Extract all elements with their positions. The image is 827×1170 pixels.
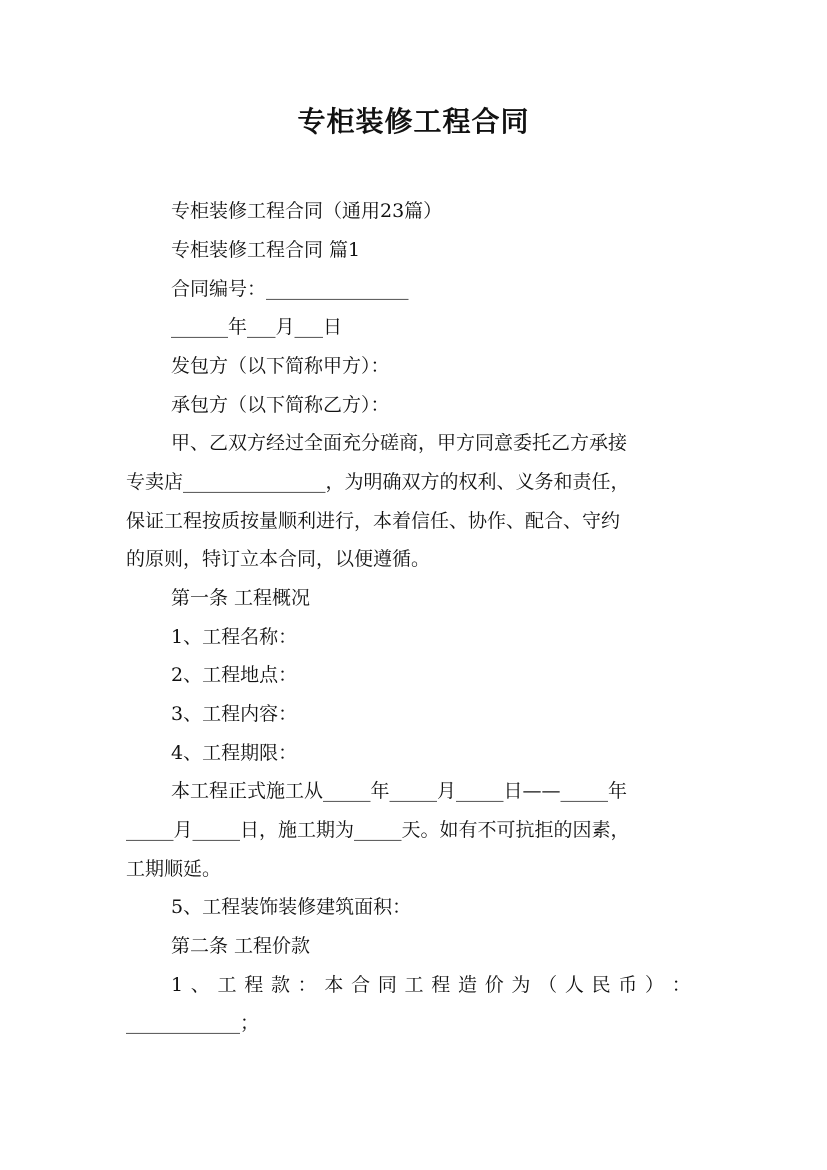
spaced-char: （ bbox=[538, 974, 558, 996]
paragraph-line: 本工程正式施工从_____年_____月_____日——_____年 bbox=[171, 780, 628, 802]
spaced-char: 人 bbox=[564, 974, 584, 996]
list-item: 5、工程装饰装修建筑面积： bbox=[171, 896, 412, 918]
subtitle-line: 专柜装修工程合同（通用23篇） bbox=[171, 200, 443, 222]
section-heading: 专柜装修工程合同 篇1 bbox=[171, 239, 361, 261]
contract-number-line: 合同编号：_______________ bbox=[171, 278, 409, 300]
spaced-paragraph-line bbox=[171, 970, 691, 1000]
paragraph-line: _____月_____日，施工期为_____天。如有不可抗拒的因素， bbox=[126, 819, 630, 841]
date-line: ______年___月___日 bbox=[171, 316, 343, 338]
list-item: 3、工程内容： bbox=[171, 703, 298, 725]
spaced-char: ） bbox=[645, 974, 665, 996]
article-heading: 第一条 工程概况 bbox=[171, 587, 311, 609]
spaced-char: 工 bbox=[217, 974, 237, 996]
party-b-line: 承包方（以下简称乙方）： bbox=[171, 394, 390, 416]
spaced-char: 、 bbox=[190, 974, 210, 996]
paragraph-line: 的原则，特订立本合同，以便遵循。 bbox=[126, 548, 431, 570]
spaced-char: ： bbox=[297, 974, 317, 996]
spaced-char: 造 bbox=[457, 974, 477, 996]
spaced-char: 1 bbox=[171, 974, 184, 996]
paragraph-line: 保证工程按质按量顺利进行，本着信任、协作、配合、守约 bbox=[126, 510, 621, 532]
spaced-char: 币 bbox=[618, 974, 638, 996]
list-item: 1、工程名称： bbox=[171, 626, 298, 648]
spaced-char: ： bbox=[671, 974, 691, 996]
paragraph-line: ____________； bbox=[126, 1012, 260, 1034]
list-item: 2、工程地点： bbox=[171, 664, 298, 686]
spaced-char: 价 bbox=[484, 974, 504, 996]
spaced-char: 程 bbox=[431, 974, 451, 996]
spaced-char: 程 bbox=[244, 974, 264, 996]
spaced-char: 为 bbox=[511, 974, 531, 996]
list-item: 4、工程期限： bbox=[171, 742, 298, 764]
paragraph-line: 工期顺延。 bbox=[126, 858, 222, 880]
article-heading: 第二条 工程价款 bbox=[171, 935, 311, 957]
spaced-char: 工 bbox=[404, 974, 424, 996]
spaced-char: 民 bbox=[591, 974, 611, 996]
paragraph-line: 甲、乙双方经过全面充分磋商，甲方同意委托乙方承接 bbox=[171, 432, 628, 454]
spaced-char: 同 bbox=[377, 974, 397, 996]
paragraph-line: 专卖店_______________，为明确双方的权利、义务和责任， bbox=[126, 471, 630, 493]
document-title: 专柜装修工程合同 bbox=[297, 105, 530, 138]
spaced-char: 本 bbox=[324, 974, 344, 996]
spaced-char: 款 bbox=[270, 974, 290, 996]
party-a-line: 发包方（以下简称甲方）： bbox=[171, 355, 390, 377]
spaced-char: 合 bbox=[351, 974, 371, 996]
